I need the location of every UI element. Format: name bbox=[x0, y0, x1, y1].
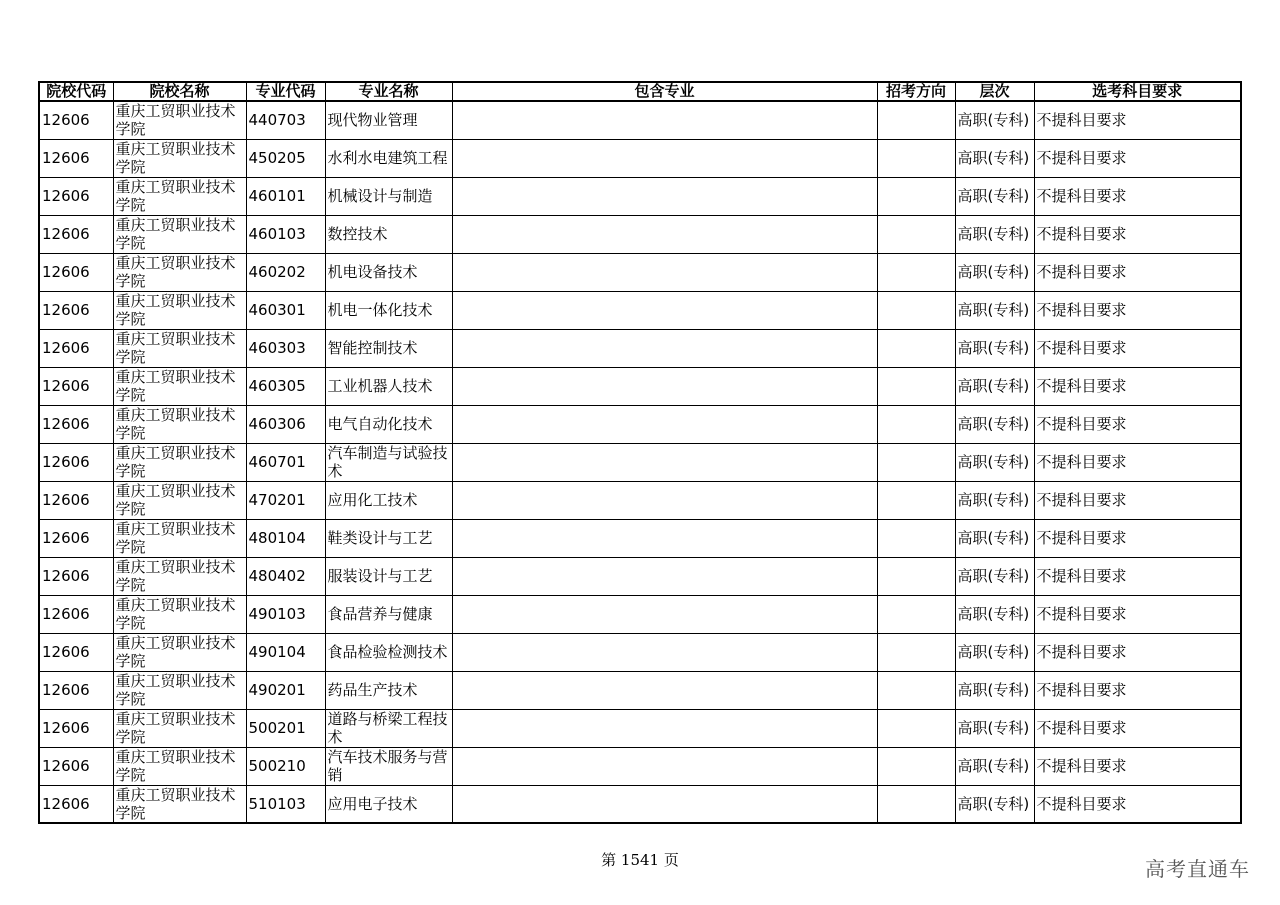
cell-direction bbox=[877, 367, 955, 405]
cell-school-code: 12606 bbox=[39, 557, 113, 595]
cell-major-name: 水利水电建筑工程 bbox=[325, 139, 452, 177]
cell-major-name: 应用电子技术 bbox=[325, 785, 452, 823]
cell-subject-requirement: 不提科目要求 bbox=[1034, 443, 1241, 481]
cell-level: 高职(专科) bbox=[955, 747, 1034, 785]
cell-subject-requirement: 不提科目要求 bbox=[1034, 253, 1241, 291]
cell-major-code: 490201 bbox=[246, 671, 325, 709]
cell-major-name: 服装设计与工艺 bbox=[325, 557, 452, 595]
header-major-name: 专业名称 bbox=[325, 82, 452, 101]
table-row bbox=[39, 481, 1241, 519]
cell-major-name: 鞋类设计与工艺 bbox=[325, 519, 452, 557]
cell-major-code: 480402 bbox=[246, 557, 325, 595]
cell-subject-requirement: 不提科目要求 bbox=[1034, 595, 1241, 633]
cell-included-majors bbox=[452, 671, 877, 709]
header-included-majors: 包含专业 bbox=[452, 82, 877, 101]
cell-direction bbox=[877, 177, 955, 215]
table-row bbox=[39, 177, 1241, 215]
table-row bbox=[39, 443, 1241, 481]
cell-subject-requirement: 不提科目要求 bbox=[1034, 557, 1241, 595]
cell-direction bbox=[877, 709, 955, 747]
cell-direction bbox=[877, 291, 955, 329]
cell-school-name: 重庆工贸职业技术学院 bbox=[113, 709, 246, 747]
cell-included-majors bbox=[452, 253, 877, 291]
cell-school-name: 重庆工贸职业技术学院 bbox=[113, 329, 246, 367]
cell-direction bbox=[877, 443, 955, 481]
cell-major-name: 应用化工技术 bbox=[325, 481, 452, 519]
cell-school-code: 12606 bbox=[39, 367, 113, 405]
header-direction: 招考方向 bbox=[877, 82, 955, 101]
cell-major-name: 工业机器人技术 bbox=[325, 367, 452, 405]
cell-subject-requirement: 不提科目要求 bbox=[1034, 633, 1241, 671]
cell-included-majors bbox=[452, 747, 877, 785]
cell-major-name: 数控技术 bbox=[325, 215, 452, 253]
cell-school-name: 重庆工贸职业技术学院 bbox=[113, 443, 246, 481]
cell-major-code: 470201 bbox=[246, 481, 325, 519]
cell-subject-requirement: 不提科目要求 bbox=[1034, 329, 1241, 367]
cell-direction bbox=[877, 747, 955, 785]
cell-major-code: 460101 bbox=[246, 177, 325, 215]
table-row bbox=[39, 595, 1241, 633]
cell-level: 高职(专科) bbox=[955, 367, 1034, 405]
cell-included-majors bbox=[452, 633, 877, 671]
cell-included-majors bbox=[452, 595, 877, 633]
cell-school-code: 12606 bbox=[39, 405, 113, 443]
cell-school-code: 12606 bbox=[39, 443, 113, 481]
cell-level: 高职(专科) bbox=[955, 215, 1034, 253]
cell-subject-requirement: 不提科目要求 bbox=[1034, 747, 1241, 785]
table-row bbox=[39, 747, 1241, 785]
cell-major-code: 460103 bbox=[246, 215, 325, 253]
cell-major-name: 汽车技术服务与营销 bbox=[325, 747, 452, 785]
table-row bbox=[39, 519, 1241, 557]
cell-level: 高职(专科) bbox=[955, 253, 1034, 291]
cell-level: 高职(专科) bbox=[955, 671, 1034, 709]
header-school-code: 院校代码 bbox=[39, 82, 113, 101]
cell-major-code: 510103 bbox=[246, 785, 325, 823]
table-row bbox=[39, 139, 1241, 177]
cell-school-code: 12606 bbox=[39, 747, 113, 785]
cell-major-name: 电气自动化技术 bbox=[325, 405, 452, 443]
cell-major-name: 汽车制造与试验技术 bbox=[325, 443, 452, 481]
table-row bbox=[39, 709, 1241, 747]
cell-level: 高职(专科) bbox=[955, 405, 1034, 443]
cell-included-majors bbox=[452, 519, 877, 557]
cell-direction bbox=[877, 785, 955, 823]
cell-direction bbox=[877, 405, 955, 443]
cell-school-name: 重庆工贸职业技术学院 bbox=[113, 139, 246, 177]
header-subject-requirement: 选考科目要求 bbox=[1034, 82, 1241, 101]
table-row bbox=[39, 405, 1241, 443]
cell-level: 高职(专科) bbox=[955, 139, 1034, 177]
cell-school-code: 12606 bbox=[39, 101, 113, 139]
cell-direction bbox=[877, 139, 955, 177]
table-header-row bbox=[39, 82, 1241, 101]
cell-school-code: 12606 bbox=[39, 329, 113, 367]
cell-major-code: 460701 bbox=[246, 443, 325, 481]
cell-school-name: 重庆工贸职业技术学院 bbox=[113, 481, 246, 519]
cell-subject-requirement: 不提科目要求 bbox=[1034, 139, 1241, 177]
cell-included-majors bbox=[452, 443, 877, 481]
cell-school-name: 重庆工贸职业技术学院 bbox=[113, 671, 246, 709]
cell-direction bbox=[877, 253, 955, 291]
table-row bbox=[39, 633, 1241, 671]
table-row bbox=[39, 329, 1241, 367]
major-table bbox=[38, 81, 1242, 824]
cell-subject-requirement: 不提科目要求 bbox=[1034, 101, 1241, 139]
table-row bbox=[39, 291, 1241, 329]
cell-level: 高职(专科) bbox=[955, 481, 1034, 519]
cell-school-code: 12606 bbox=[39, 633, 113, 671]
cell-major-code: 480104 bbox=[246, 519, 325, 557]
cell-school-code: 12606 bbox=[39, 253, 113, 291]
cell-major-code: 460202 bbox=[246, 253, 325, 291]
cell-major-code: 490104 bbox=[246, 633, 325, 671]
cell-major-name: 食品营养与健康 bbox=[325, 595, 452, 633]
cell-level: 高职(专科) bbox=[955, 709, 1034, 747]
table-row bbox=[39, 671, 1241, 709]
cell-level: 高职(专科) bbox=[955, 291, 1034, 329]
cell-major-code: 450205 bbox=[246, 139, 325, 177]
cell-major-code: 490103 bbox=[246, 595, 325, 633]
cell-included-majors bbox=[452, 481, 877, 519]
cell-direction bbox=[877, 519, 955, 557]
cell-school-name: 重庆工贸职业技术学院 bbox=[113, 101, 246, 139]
cell-subject-requirement: 不提科目要求 bbox=[1034, 291, 1241, 329]
cell-level: 高职(专科) bbox=[955, 595, 1034, 633]
cell-major-name: 食品检验检测技术 bbox=[325, 633, 452, 671]
cell-direction bbox=[877, 215, 955, 253]
cell-included-majors bbox=[452, 177, 877, 215]
cell-school-code: 12606 bbox=[39, 595, 113, 633]
cell-subject-requirement: 不提科目要求 bbox=[1034, 519, 1241, 557]
cell-level: 高职(专科) bbox=[955, 177, 1034, 215]
cell-level: 高职(专科) bbox=[955, 557, 1034, 595]
table-row bbox=[39, 557, 1241, 595]
cell-subject-requirement: 不提科目要求 bbox=[1034, 481, 1241, 519]
cell-included-majors bbox=[452, 785, 877, 823]
cell-included-majors bbox=[452, 709, 877, 747]
cell-level: 高职(专科) bbox=[955, 443, 1034, 481]
cell-school-name: 重庆工贸职业技术学院 bbox=[113, 405, 246, 443]
cell-direction bbox=[877, 633, 955, 671]
cell-school-name: 重庆工贸职业技术学院 bbox=[113, 367, 246, 405]
cell-included-majors bbox=[452, 367, 877, 405]
table-body bbox=[39, 101, 1241, 823]
cell-school-code: 12606 bbox=[39, 215, 113, 253]
cell-included-majors bbox=[452, 139, 877, 177]
cell-school-name: 重庆工贸职业技术学院 bbox=[113, 747, 246, 785]
table-row bbox=[39, 215, 1241, 253]
cell-included-majors bbox=[452, 291, 877, 329]
cell-major-code: 500210 bbox=[246, 747, 325, 785]
cell-major-name: 药品生产技术 bbox=[325, 671, 452, 709]
cell-subject-requirement: 不提科目要求 bbox=[1034, 785, 1241, 823]
cell-school-name: 重庆工贸职业技术学院 bbox=[113, 177, 246, 215]
cell-major-name: 道路与桥梁工程技术 bbox=[325, 709, 452, 747]
cell-major-code: 460303 bbox=[246, 329, 325, 367]
cell-included-majors bbox=[452, 329, 877, 367]
cell-school-code: 12606 bbox=[39, 177, 113, 215]
cell-school-name: 重庆工贸职业技术学院 bbox=[113, 253, 246, 291]
cell-subject-requirement: 不提科目要求 bbox=[1034, 671, 1241, 709]
cell-school-name: 重庆工贸职业技术学院 bbox=[113, 291, 246, 329]
table-row bbox=[39, 253, 1241, 291]
cell-direction bbox=[877, 481, 955, 519]
cell-level: 高职(专科) bbox=[955, 329, 1034, 367]
cell-major-name: 现代物业管理 bbox=[325, 101, 452, 139]
cell-school-code: 12606 bbox=[39, 785, 113, 823]
cell-subject-requirement: 不提科目要求 bbox=[1034, 177, 1241, 215]
cell-major-code: 460301 bbox=[246, 291, 325, 329]
header-major-code: 专业代码 bbox=[246, 82, 325, 101]
cell-school-code: 12606 bbox=[39, 519, 113, 557]
cell-direction bbox=[877, 671, 955, 709]
cell-school-code: 12606 bbox=[39, 481, 113, 519]
cell-school-code: 12606 bbox=[39, 139, 113, 177]
cell-direction bbox=[877, 595, 955, 633]
cell-subject-requirement: 不提科目要求 bbox=[1034, 709, 1241, 747]
cell-major-code: 460305 bbox=[246, 367, 325, 405]
cell-direction bbox=[877, 101, 955, 139]
cell-major-name: 机电一体化技术 bbox=[325, 291, 452, 329]
cell-school-name: 重庆工贸职业技术学院 bbox=[113, 519, 246, 557]
header-level: 层次 bbox=[955, 82, 1034, 101]
page-number: 第 1541 页 bbox=[601, 851, 679, 869]
cell-included-majors bbox=[452, 215, 877, 253]
watermark: 高考直通车 bbox=[1145, 857, 1250, 881]
cell-level: 高职(专科) bbox=[955, 785, 1034, 823]
cell-level: 高职(专科) bbox=[955, 633, 1034, 671]
table-row bbox=[39, 101, 1241, 139]
cell-included-majors bbox=[452, 557, 877, 595]
cell-school-name: 重庆工贸职业技术学院 bbox=[113, 215, 246, 253]
cell-subject-requirement: 不提科目要求 bbox=[1034, 215, 1241, 253]
table-row bbox=[39, 785, 1241, 823]
cell-direction bbox=[877, 557, 955, 595]
table-row bbox=[39, 367, 1241, 405]
cell-school-code: 12606 bbox=[39, 291, 113, 329]
cell-major-code: 460306 bbox=[246, 405, 325, 443]
cell-major-name: 机电设备技术 bbox=[325, 253, 452, 291]
cell-school-name: 重庆工贸职业技术学院 bbox=[113, 557, 246, 595]
cell-subject-requirement: 不提科目要求 bbox=[1034, 367, 1241, 405]
cell-major-code: 440703 bbox=[246, 101, 325, 139]
cell-school-name: 重庆工贸职业技术学院 bbox=[113, 595, 246, 633]
cell-included-majors bbox=[452, 405, 877, 443]
cell-major-code: 500201 bbox=[246, 709, 325, 747]
cell-major-name: 智能控制技术 bbox=[325, 329, 452, 367]
cell-subject-requirement: 不提科目要求 bbox=[1034, 405, 1241, 443]
cell-school-name: 重庆工贸职业技术学院 bbox=[113, 633, 246, 671]
cell-included-majors bbox=[452, 101, 877, 139]
cell-school-name: 重庆工贸职业技术学院 bbox=[113, 785, 246, 823]
cell-school-code: 12606 bbox=[39, 709, 113, 747]
cell-level: 高职(专科) bbox=[955, 519, 1034, 557]
cell-major-name: 机械设计与制造 bbox=[325, 177, 452, 215]
cell-school-code: 12606 bbox=[39, 671, 113, 709]
header-school-name: 院校名称 bbox=[113, 82, 246, 101]
cell-direction bbox=[877, 329, 955, 367]
cell-level: 高职(专科) bbox=[955, 101, 1034, 139]
